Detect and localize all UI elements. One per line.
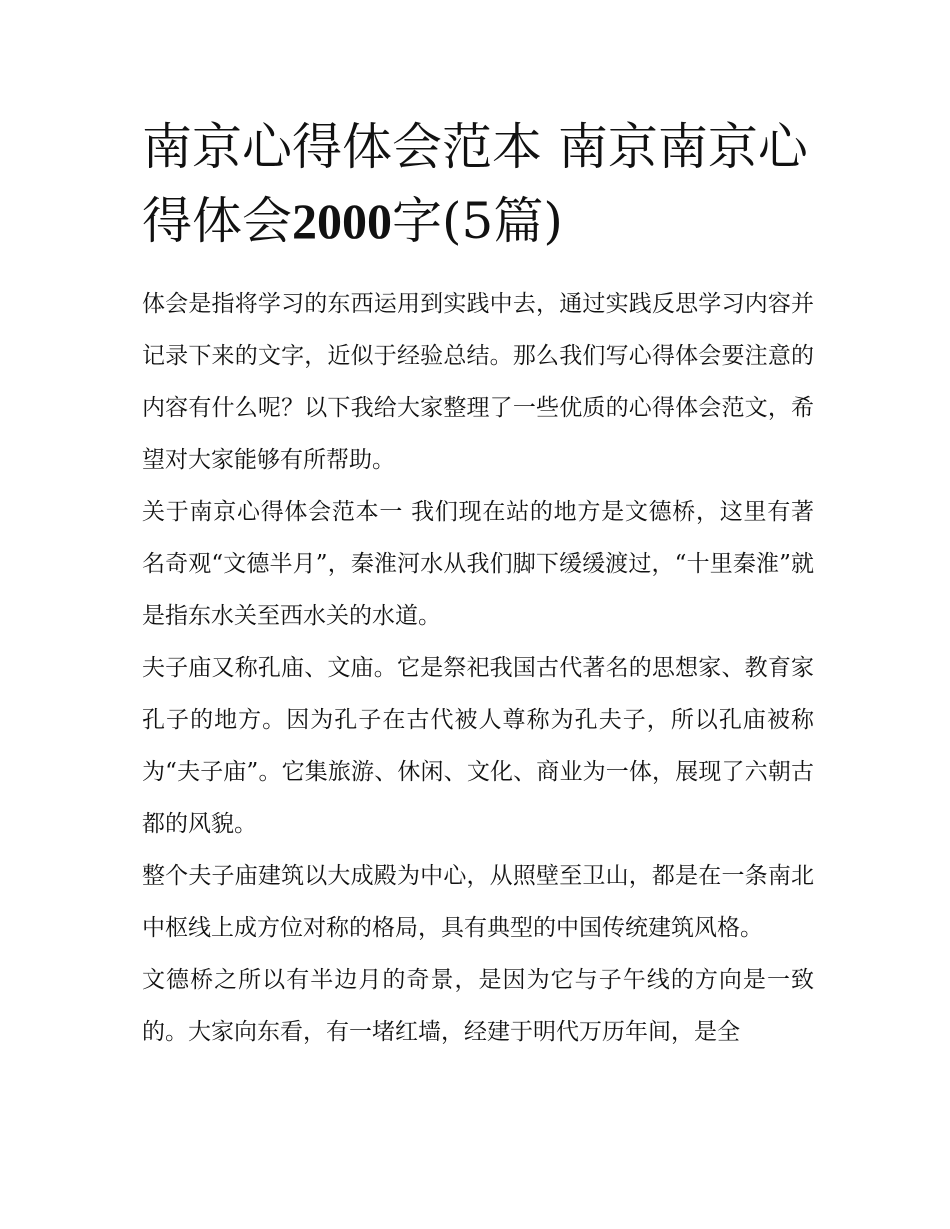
document-title xyxy=(142,110,814,258)
paragraph-confucius-temple: 夫子庙又称孔庙、文庙。它是祭祀我国古代著名的思想家、教育家孔子的地方。因为孔子在古代被人尊称为孔夫子，所以孔庙被称为“夫子庙”。它集旅游、休闲、文化、商业为一体，展现了六朝古都的风貌。 xyxy=(142,655,814,837)
title-number: 2000 xyxy=(292,193,392,249)
paragraph-intro: 体会是指将学习的东西运用到实践中去，通过实践反思学习内容并记录下来的文字，近似于经验总结。那么我们写心得体会要注意的内容有什么呢？以下我给大家整理了一些优质的心得体会范文，希望对大家能够有所帮助。 xyxy=(142,291,814,473)
document-page xyxy=(142,110,814,1058)
paragraph-architecture: 整个夫子庙建筑以大成殿为中心，从照壁至卫山，都是在一条南北中枢线上成方位对称的格局，具有典型的中国传统建筑风格。 xyxy=(142,863,814,941)
paragraph-wende-bridge: 关于南京心得体会范本一 我们现在站的地方是文德桥，这里有著名奇观“文德半月”，秦淮河水从我们脚下缓缓渡过，“十里秦淮”就是指东水关至西水关的水道。 xyxy=(142,499,814,629)
title-text: 南京心得体会范本 南京南京心得体会 xyxy=(142,118,808,250)
document-body xyxy=(142,278,814,1058)
paragraph-half-moon: 文德桥之所以有半边月的奇景，是因为它与子午线的方向是一致的。大家向东看，有一堵红墙，经建于明代万历年间，是全 xyxy=(142,967,814,1045)
title-suffix: 字(5篇) xyxy=(392,192,563,250)
